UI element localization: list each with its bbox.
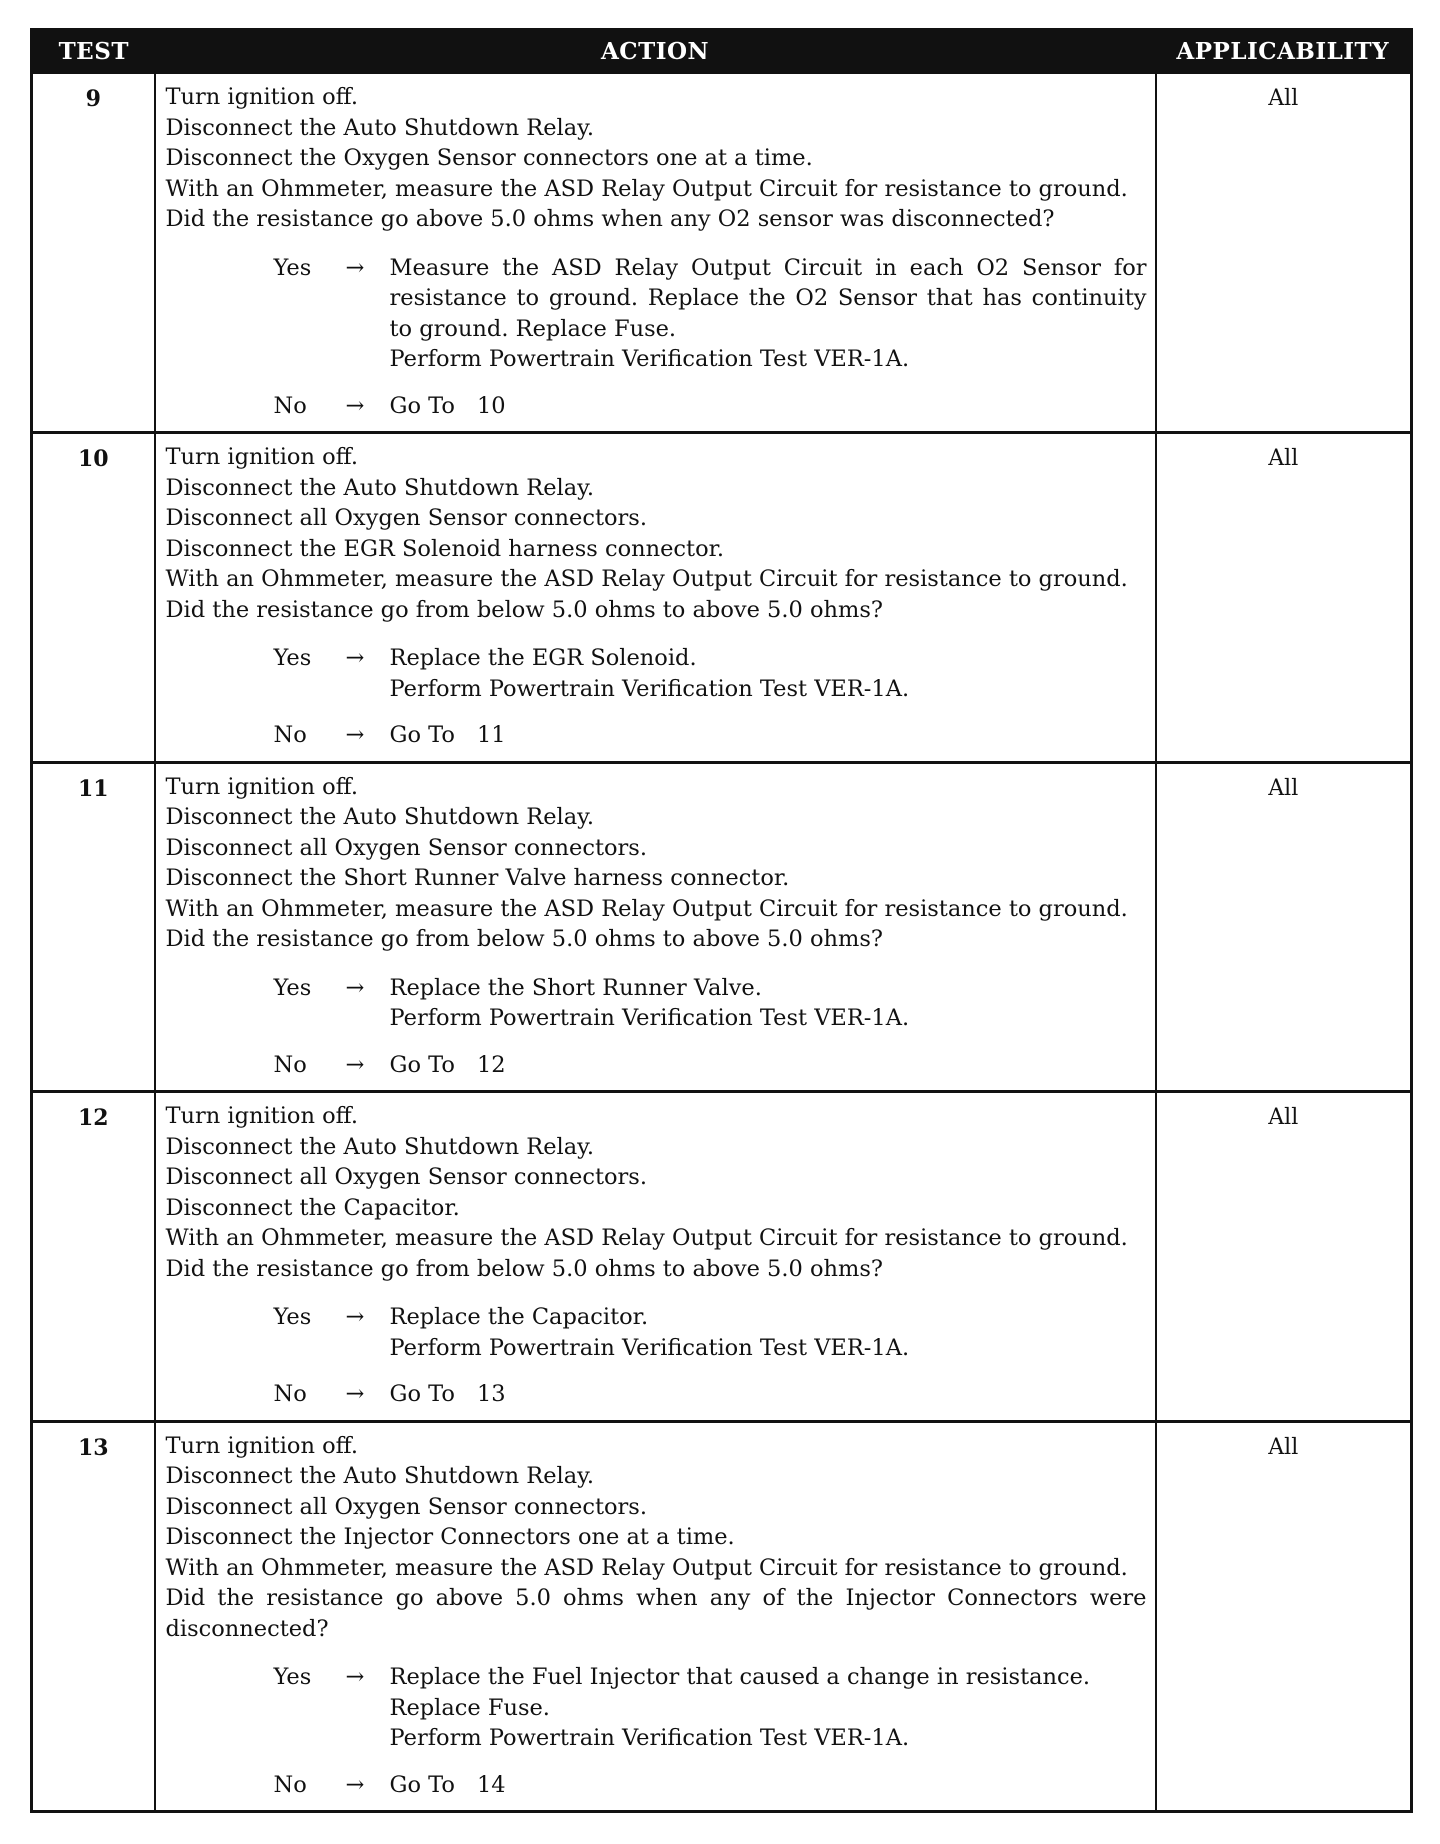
yes-instruction-line: to ground. Replace Fuse. <box>389 315 677 342</box>
action-step: With an Ohmmeter, measure the ASD Relay Output Circuit for resistance to ground. <box>165 895 1128 922</box>
applicability-value: All <box>1156 762 1412 1092</box>
yes-label: Yes <box>273 1664 312 1690</box>
yes-instructions <box>390 643 1147 704</box>
no-label: No <box>273 722 307 748</box>
action-cell <box>155 73 1156 433</box>
no-result <box>166 720 1147 751</box>
action-step: Turn ignition off. <box>165 1432 358 1459</box>
action-cell <box>155 433 1156 763</box>
yes-label: Yes <box>273 974 312 1001</box>
arrow-icon: → <box>345 645 365 671</box>
action-step: Disconnect all Oxygen Sensor connectors. <box>165 1164 647 1190</box>
action-step: With an Ohmmeter, measure the ASD Relay Output Circuit for resistance to ground. <box>165 1225 1128 1251</box>
header-action: ACTION <box>155 30 1156 73</box>
step-list <box>166 82 1147 204</box>
yes-result <box>166 643 1147 704</box>
arrow-icon: → <box>345 392 365 419</box>
action-step: Disconnect the Auto Shutdown Relay. <box>165 1133 595 1160</box>
action-step: Disconnect the Capacitor. <box>165 1194 460 1221</box>
no-instructions <box>390 1050 1147 1081</box>
yes-label: Yes <box>273 254 312 281</box>
test-number: 10 <box>32 433 155 763</box>
applicability-value: All <box>1156 73 1412 433</box>
action-cell <box>155 1421 1156 1812</box>
arrow-icon: → <box>345 1664 365 1690</box>
goto-target: 11 <box>476 722 506 748</box>
yes-instruction-line: Perform Powertrain Verification Test VER-1A. <box>389 1725 910 1751</box>
yes-instruction-line: Replace Fuse. <box>389 1694 550 1721</box>
action-step: Disconnect all Oxygen Sensor connectors. <box>165 834 647 861</box>
action-cell <box>155 762 1156 1092</box>
action-step: Disconnect all Oxygen Sensor connectors. <box>165 505 647 531</box>
action-step: Disconnect the Auto Shutdown Relay. <box>165 114 595 141</box>
yes-label: Yes <box>273 1304 312 1330</box>
action-step: With an Ohmmeter, measure the ASD Relay Output Circuit for resistance to ground. <box>165 566 1128 592</box>
yes-instructions <box>390 253 1147 375</box>
arrow-icon: → <box>345 974 365 1001</box>
yes-instruction-line: Measure the ASD Relay Output Circuit in each O2 Sensor for <box>389 254 1147 281</box>
header-applicability: APPLICABILITY <box>1156 30 1412 73</box>
action-step: Disconnect all Oxygen Sensor connectors. <box>165 1493 647 1520</box>
table-row <box>32 73 1412 433</box>
applicability-value: All <box>1156 433 1412 763</box>
action-step: Disconnect the Short Runner Valve harness connector. <box>165 865 790 891</box>
goto-target: 12 <box>476 1051 506 1078</box>
yes-instruction-line: Replace the Capacitor. <box>389 1304 649 1330</box>
arrow-icon: → <box>345 1304 365 1330</box>
applicability-value: All <box>1156 1092 1412 1422</box>
no-instructions <box>390 1770 1147 1801</box>
arrow-icon: → <box>345 1381 365 1407</box>
no-result <box>166 1770 1147 1801</box>
step-list <box>166 1101 1147 1254</box>
action-step: With an Ohmmeter, measure the ASD Relay Output Circuit for resistance to ground. <box>165 175 1128 202</box>
no-label: No <box>273 1771 307 1798</box>
action-step: Turn ignition off. <box>165 1103 358 1129</box>
yes-instruction-line: Replace the Short Runner Valve. <box>389 974 762 1001</box>
no-label: No <box>273 1051 307 1078</box>
question-text: Did the resistance go from below 5.0 ohms to above 5.0 ohms? <box>165 926 883 952</box>
yes-result <box>166 1662 1147 1754</box>
table-body <box>32 73 1412 1812</box>
diagnostic-test-table <box>30 28 1413 1813</box>
header-test: TEST <box>32 30 155 73</box>
yes-instruction-line: Replace the Fuel Injector that caused a change in resistance. <box>389 1664 1091 1690</box>
question-text: Did the resistance go from below 5.0 ohms to above 5.0 ohms? <box>165 596 883 623</box>
yes-instruction-line: Perform Powertrain Verification Test VER-1A. <box>389 346 910 372</box>
goto-text: Go To <box>389 1771 455 1798</box>
arrow-icon: → <box>345 1771 365 1798</box>
goto-text: Go To <box>389 1381 455 1407</box>
action-cell <box>155 1092 1156 1422</box>
action-step: Disconnect the Oxygen Sensor connectors one at a time. <box>165 145 813 171</box>
test-number: 13 <box>32 1421 155 1812</box>
no-result <box>166 1050 1147 1081</box>
test-number: 9 <box>32 73 155 433</box>
yes-result <box>166 973 1147 1034</box>
yes-instruction-line: resistance to ground. Replace the O2 Sensor that has continuity <box>389 285 1147 311</box>
question-text: Did the resistance go from below 5.0 ohms to above 5.0 ohms? <box>165 1255 883 1282</box>
no-instructions <box>390 720 1147 751</box>
action-step: Disconnect the Auto Shutdown Relay. <box>165 474 595 501</box>
yes-result <box>166 253 1147 375</box>
applicability-value: All <box>1156 1421 1412 1812</box>
goto-text: Go To <box>389 1051 455 1078</box>
action-step: Disconnect the EGR Solenoid harness connector. <box>165 535 725 562</box>
step-list <box>166 1431 1147 1584</box>
action-step: Turn ignition off. <box>165 444 358 470</box>
yes-instructions <box>390 1302 1147 1363</box>
step-list <box>166 772 1147 925</box>
action-step: Disconnect the Auto Shutdown Relay. <box>165 804 595 830</box>
yes-instruction-line: Replace the EGR Solenoid. <box>389 645 697 671</box>
goto-text: Go To <box>389 722 455 748</box>
no-instructions <box>390 391 1147 422</box>
no-instructions <box>390 1379 1147 1410</box>
table-row <box>32 433 1412 763</box>
goto-target: 10 <box>476 392 506 419</box>
yes-instructions <box>390 1662 1147 1754</box>
no-label: No <box>273 1381 307 1407</box>
table-header <box>32 30 1412 73</box>
test-number: 12 <box>32 1092 155 1422</box>
question-text: Did the resistance go above 5.0 ohms when any O2 sensor was disconnected? <box>165 206 1055 232</box>
no-result <box>166 391 1147 422</box>
action-step: Disconnect the Injector Connectors one at a time. <box>165 1524 735 1550</box>
yes-instruction-line: Perform Powertrain Verification Test VER-1A. <box>389 1334 910 1361</box>
test-number: 11 <box>32 762 155 1092</box>
action-step: With an Ohmmeter, measure the ASD Relay Output Circuit for resistance to ground. <box>165 1554 1128 1581</box>
yes-instructions <box>390 973 1147 1034</box>
table-row <box>32 762 1412 1092</box>
goto-target: 14 <box>476 1771 506 1798</box>
yes-instruction-line: Perform Powertrain Verification Test VER-1A. <box>389 675 910 702</box>
action-step: Disconnect the Auto Shutdown Relay. <box>165 1463 595 1489</box>
action-step: Turn ignition off. <box>165 84 358 110</box>
goto-target: 13 <box>476 1381 506 1407</box>
table-row <box>32 1092 1412 1422</box>
no-label: No <box>273 392 307 419</box>
step-list <box>166 442 1147 595</box>
no-result <box>166 1379 1147 1410</box>
yes-result <box>166 1302 1147 1363</box>
yes-instruction-line: Perform Powertrain Verification Test VER-1A. <box>389 1005 910 1031</box>
action-step: Turn ignition off. <box>165 773 358 800</box>
arrow-icon: → <box>345 1051 365 1078</box>
question-text: Did the resistance go above 5.0 ohms when any of the Injector Connectors were disconnected? <box>165 1585 1147 1642</box>
yes-label: Yes <box>273 645 312 671</box>
arrow-icon: → <box>345 254 365 281</box>
table-row <box>32 1421 1412 1812</box>
arrow-icon: → <box>345 722 365 748</box>
goto-text: Go To <box>389 392 455 419</box>
